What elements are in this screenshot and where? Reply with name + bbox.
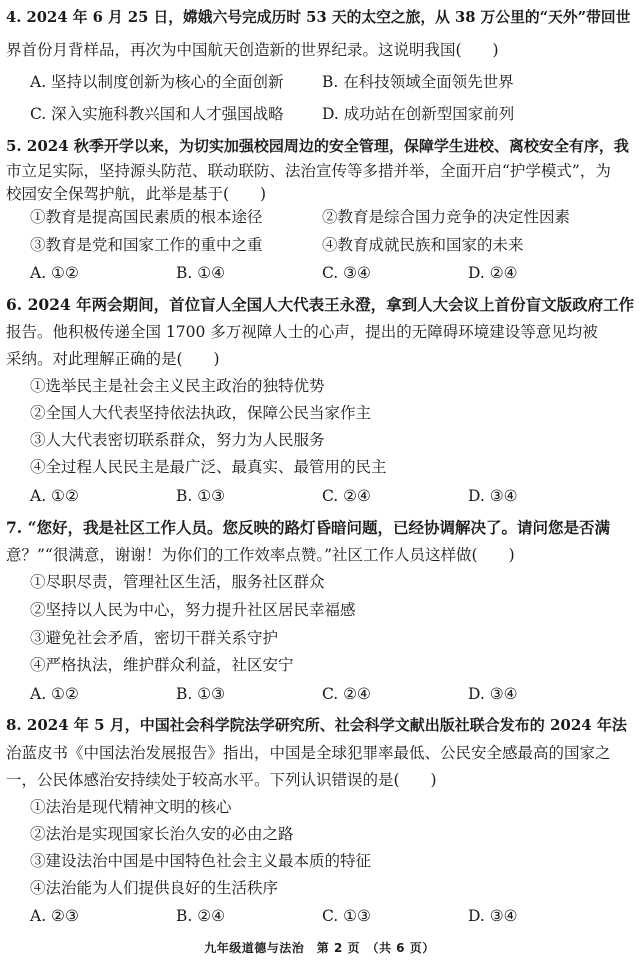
question-4-stem-line-1: 4. 2024 年 6 月 25 日，嫦娥六号完成历时 53 天的太空之旅，从 38 万公里的“天外”带回世	[6, 9, 631, 26]
question-4-option-d: D. 成功站在创新型国家前列	[322, 105, 515, 123]
question-8-option-d: D. ③④	[468, 907, 518, 925]
question-7-statement-3: ③避免社会矛盾，密切干群关系守护	[30, 629, 279, 647]
question-4-option-c: C. 深入实施科教兴国和人才强国战略	[30, 105, 284, 123]
question-5-stem-line-2: 市立足实际，坚持源头防范、联动联防、法治宣传等多措并举，全面开启“护学模式”，为	[6, 162, 611, 180]
question-6-option-c: C. ②④	[322, 487, 371, 505]
question-8-statement-4: ④法治能为人们提供良好的生活秩序	[30, 879, 279, 897]
question-7-stem-line-2: 意？”“很满意，谢谢！为你们的工作效率点赞。”社区工作人员这样做( )	[6, 546, 515, 564]
question-5-statement-4: ④教育成就民族和国家的未来	[322, 236, 524, 254]
question-6-statement-3: ③人大代表密切联系群众，努力为人民服务	[30, 431, 325, 449]
question-5-option-d: D. ②④	[468, 264, 518, 282]
question-5-option-c: C. ③④	[322, 264, 371, 282]
question-5-statement-2: ②教育是综合国力竞争的决定性因素	[322, 208, 571, 226]
question-4-option-a: A. 坚持以制度创新为核心的全面创新	[30, 73, 284, 91]
question-6-option-b: B. ①③	[176, 487, 226, 505]
question-8-stem-line-1: 8. 2024 年 5 月，中国社会科学院法学研究所、社会科学文献出版社联合发布的 2024 年法	[6, 716, 627, 734]
question-5-option-b: B. ①④	[176, 264, 226, 282]
question-6-option-a: A. ①②	[30, 487, 79, 505]
question-7-option-b: B. ①③	[176, 685, 226, 703]
question-6-statement-1: ①选举民主是社会主义民主政治的独特优势	[30, 377, 325, 395]
question-7-option-d: D. ③④	[468, 685, 518, 703]
question-7-option-a: A. ①②	[30, 685, 79, 703]
question-6-stem-line-3: 采纳。对此理解正确的是( )	[6, 350, 220, 368]
question-8-statement-3: ③建设法治中国是中国特色社会主义最本质的特征	[30, 852, 372, 870]
question-8-option-a: A. ②③	[30, 907, 79, 925]
question-5-statement-1: ①教育是提高国民素质的根本途径	[30, 208, 263, 226]
question-8-stem-line-3: 一，公民体感治安持续处于较高水平。下列认识错误的是( )	[6, 771, 437, 789]
question-6-statement-4: ④全过程人民民主是最广泛、最真实、最管用的民主	[30, 458, 387, 476]
question-8-statement-1: ①法治是现代精神文明的核心	[30, 798, 232, 816]
question-7-option-c: C. ②④	[322, 685, 371, 703]
question-7-stem-line-1: 7. “您好，我是社区工作人员。您反映的路灯昏暗问题，已经协调解决了。请问您是否满	[6, 518, 610, 537]
question-8-option-c: C. ①③	[322, 907, 371, 925]
question-6-option-d: D. ③④	[468, 487, 518, 505]
question-4-option-b: B. 在科技领域全面领先世界	[322, 73, 514, 91]
question-5-statement-3: ③教育是党和国家工作的重中之重	[30, 236, 263, 254]
question-8-option-b: B. ②④	[176, 907, 226, 925]
question-4-stem-line-2: 界首份月背样品，再次为中国航天创造新的世界纪录。这说明我国( )	[6, 41, 499, 59]
question-5-option-a: A. ①②	[30, 264, 79, 282]
question-5-stem-line-3: 校园安全保驾护航，此举是基于( )	[6, 185, 267, 203]
page-footer: 九年级道德与法治 第 2 页 （共 6 页）	[204, 941, 435, 955]
question-6-stem-line-2: 报告。他积极传递全国 1700 多万视障人士的心声，提出的无障碍环境建设等意见均被	[6, 323, 598, 341]
question-6-stem-line-1: 6. 2024 年两会期间，首位盲人全国人大代表王永澄，拿到人大会议上首份盲文版政府工作	[6, 295, 635, 314]
question-8-stem-line-2: 治蓝皮书《中国法治发展报告》指出，中国是全球犯罪率最低、公民安全感最高的国家之	[6, 744, 611, 762]
question-6-statement-2: ②全国人大代表坚持依法执政，保障公民当家作主	[30, 404, 372, 422]
question-8-statement-2: ②法治是实现国家长治久安的必由之路	[30, 825, 294, 843]
question-7-statement-2: ②坚持以人民为中心，努力提升社区居民幸福感	[30, 601, 356, 619]
question-5-stem-line-1: 5. 2024 秋季开学以来，为切实加强校园周边的安全管理，保障学生进校、离校安全有序，我	[6, 137, 629, 155]
question-7-statement-1: ①尽职尽责，管理社区生活，服务社区群众	[30, 573, 325, 591]
question-7-statement-4: ④严格执法，维护群众利益，社区安宁	[30, 656, 294, 674]
